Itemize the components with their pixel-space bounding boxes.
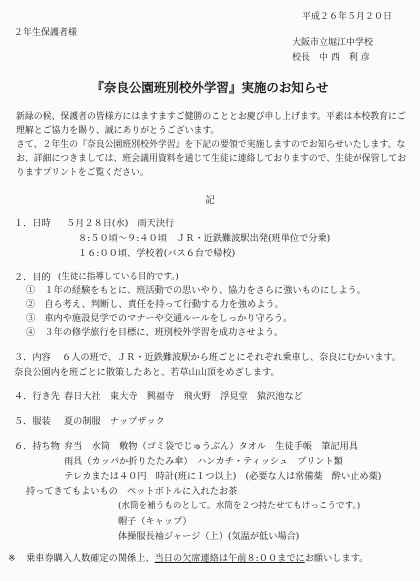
- purpose-item-1: ① １年の経験をもとに、班活動での思いやり、協力をさらに強いものにしよう。: [26, 285, 366, 296]
- content-label: ３．内容: [14, 352, 51, 363]
- purpose-item-2: ② 自ら考え、判断し、責任を持って行動する力を強めよう。: [26, 299, 284, 310]
- recipient: ２年生保護者様: [14, 28, 78, 38]
- notice-date: 平成２６年５月２０日: [301, 12, 392, 22]
- dress-label: ５．服装: [14, 416, 51, 427]
- note-prefix: 乗車券購入人数確定の関係上、: [26, 553, 155, 564]
- items-optional: 持ってきてもよいもの ペットボトルに入れたお茶: [26, 486, 238, 497]
- principal-name: 校長 中 西 利 彦: [292, 53, 370, 63]
- date-departure: ８:５０頃～９:４０頃 ＪＲ・近鉄難波駅出発(班単位で分乗): [78, 233, 331, 244]
- document-title: 『奈良公園班別校外学習』実施のお知らせ: [91, 80, 329, 95]
- note-deadline: 当日の欠席連絡は午前８:００までに: [154, 553, 305, 564]
- items-line-1: 弁当 水筒 敷物（ゴミ袋でじゅうぶん）タオル 生徒手帳 筆記用具: [64, 441, 358, 452]
- items-label: ６．持ち物: [14, 441, 60, 452]
- items-cap: 帽子（キャップ）: [118, 516, 192, 527]
- items-line-3: テレカまたは４０円 時計(班に１つ以上) (必要な人は常備薬 酔い止め薬): [64, 471, 382, 482]
- intro-paragraph-2: さて、２年生の『奈良公園班別校外学習』を下記の要領で実施しますのでお知らせいたします。なお、詳細につきましては、班会議用資料を通じて生徒に連絡しておりますので、生徒が保管しておりますプリントをご覧ください。: [16, 140, 407, 178]
- note-suffix: お願いします。: [304, 553, 369, 564]
- intro-paragraph-1: 新緑の候、保護者の皆様方にはますますご健勝のこととお慶び申し上げます。平素は本校教育にご理解とご協力を賜り、誠にありがとうございます。: [16, 112, 406, 136]
- purpose-label: ２．目的: [14, 272, 51, 283]
- destination-list: 春日大社 東大寺 興福寺 飛火野 浮見堂 猿沢池など: [64, 391, 303, 402]
- content-line-1: ６人の班で、ＪＲ・近鉄難波駅から班ごとにそれぞれ乗車し、奈良にむかいます。: [62, 352, 402, 363]
- dress-value: 夏の制服 ナップザック: [64, 416, 165, 427]
- purpose-item-4: ④ ３年の修学旅行を目標に、班別校外学習を成功させよう。: [26, 327, 284, 338]
- date-main: ５月２８日(水) 雨天決行: [66, 218, 175, 229]
- note-mark: ※: [8, 553, 16, 564]
- items-jersey: 体操服長袖ジャージ（上）(気温が低い場合): [118, 531, 300, 542]
- date-label: １．日時: [14, 218, 51, 229]
- content-line-2: 奈良公園内を班ごとに散策したあと、若草山山頂をめざします。: [14, 367, 280, 378]
- note-line: [26, 553, 368, 565]
- purpose-note: (生徒に指導している目的です。): [58, 272, 179, 282]
- destination-label: ４．行き先: [14, 391, 60, 402]
- date-return: １６:００頃、学校着(バス６台で帰校): [78, 248, 236, 259]
- purpose-item-3: ③ 車内や施設見学でのマナーや交通ルールをしっかり守ろう。: [26, 313, 293, 324]
- ki-heading: 記: [205, 195, 215, 206]
- items-optional-note: (水筒を補うものとして。水筒を２つ持たせてもけっこうです。): [118, 501, 361, 511]
- items-line-2: 雨具（カッパか折りたたみ傘） ハンカチ・ティッシュ プリント類: [64, 456, 343, 467]
- school-name: 大阪市立堀江中学校: [292, 38, 374, 48]
